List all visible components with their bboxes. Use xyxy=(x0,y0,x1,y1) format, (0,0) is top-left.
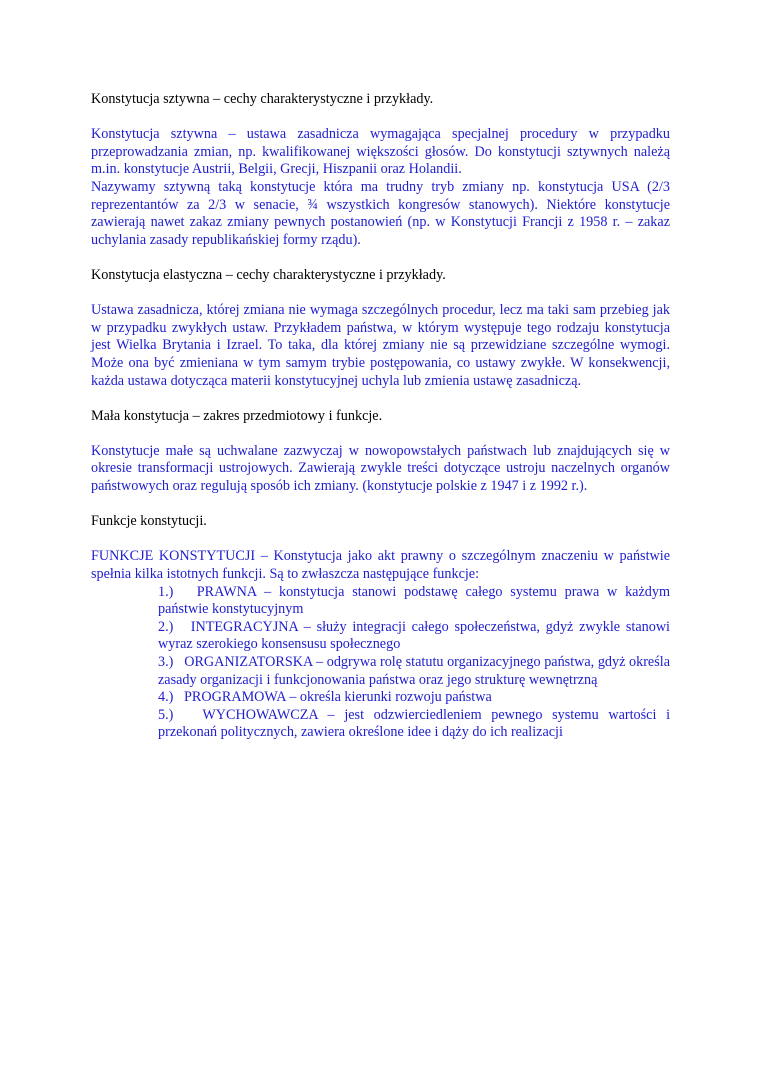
list-item-number: 4.) xyxy=(158,689,174,706)
paragraph-functions-intro: FUNKCJE KONSTYTUCJI – Konstytucja jako akt prawny o szczególnym znaczeniu w państwie spełnia kilka istotnych funkcji. Są to zwłaszcza następujące funkcje: xyxy=(91,548,670,583)
list-item-number: 5.) xyxy=(158,706,174,723)
section-heading-small-constitution: Mała konstytucja – zakres przedmiotowy i funkcje. xyxy=(91,407,383,424)
list-item xyxy=(158,619,670,654)
list-item-text: INTEGRACYJNA – służy integracji całego społeczeństwa, gdyż zwykle stanowi wyraz szerokiego konsensusu społecznego xyxy=(158,618,671,653)
functions-list xyxy=(91,584,670,742)
paragraph-rigid-definition: Konstytucja sztywna – ustawa zasadnicza wymagająca specjalnej procedury w przypadku przeprowadzania zmian, np. kwalifikowanej większości głosów. Do konstytucji sztywnych należą m.in. konstytucje Austrii, Belgii, Grecji, Hiszpanii oraz Holandii. xyxy=(91,126,670,178)
document-page xyxy=(91,91,670,742)
list-item-number: 1.) xyxy=(158,583,174,600)
list-item xyxy=(158,707,670,742)
section-heading-flexible: Konstytucja elastyczna – cechy charakterystyczne i przykłady. xyxy=(91,266,446,283)
list-item-text: ORGANIZATORSKA – odgrywa rolę statutu organizacyjnego państwa, gdyż określa zasady organizacji i funkcjonowania państwa oraz jego strukturę wewnętrzną xyxy=(158,654,670,688)
list-item-text: WYCHOWAWCZA – jest odzwierciedleniem pewnego systemu wartości i przekonań politycznych, zawiera określone idee i dąży do ich realizacji xyxy=(158,706,671,741)
list-item xyxy=(158,654,670,689)
section-heading-functions: Funkcje konstytucji. xyxy=(91,513,207,530)
section-heading-rigid: Konstytucja sztywna – cechy charakterystyczne i przykłady. xyxy=(91,91,434,107)
list-item-text: PROGRAMOWA – określa kierunki rozwoju państwa xyxy=(184,689,492,706)
paragraph-small-constitution: Konstytucje małe są uchwalane zazwyczaj w nowopowstałych państwach lub znajdujących się w okresie transformacji ustrojowych. Zawierają zwykle treści dotyczące ustroju naczelnych organów państwowych oraz regulują sposób ich zmiany. (konstytucje polskie z 1947 i z 1992 r.). xyxy=(91,442,670,495)
list-item-number: 3.) xyxy=(158,654,174,670)
list-item xyxy=(158,584,670,619)
paragraph-flexible: Ustawa zasadnicza, której zmiana nie wymaga szczególnych procedur, lecz ma taki sam przebieg jak w przypadku zwykłych ustaw. Przykładem państwa, w którym występuje tego rodzaju konstytucja jest Wielka Brytania i Izrael. To taka, dla której zmiany nie są przewidziane szczególne wymogi. Może ona być zmieniana w tym samym trybie postępowania, co ustawy zwykłe. W konsekwencji, każda ustawa dotycząca materii konstytucyjnej uchyla lub zmienia ustawę zasadniczą. xyxy=(91,302,670,389)
paragraph-rigid-examples: Nazywamy sztywną taką konstytucje która ma trudny tryb zmiany np. konstytucja USA (2/3 reprezentantów za 2/3 w senacie, ¾ wszystkich kongresów stanowych). Niektóre konstytucje zawierają nawet zakaz zmiany pewnych postanowień (np. w Konstytucji Francji z 1958 r. – zakaz uchylania zasady republikańskiej formy rządu). xyxy=(91,178,670,248)
list-item xyxy=(158,689,670,707)
list-item-text: PRAWNA – konstytucja stanowi podstawę całego systemu prawa w każdym państwie konstytucyjnym xyxy=(158,583,670,618)
list-item-number: 2.) xyxy=(158,618,174,635)
